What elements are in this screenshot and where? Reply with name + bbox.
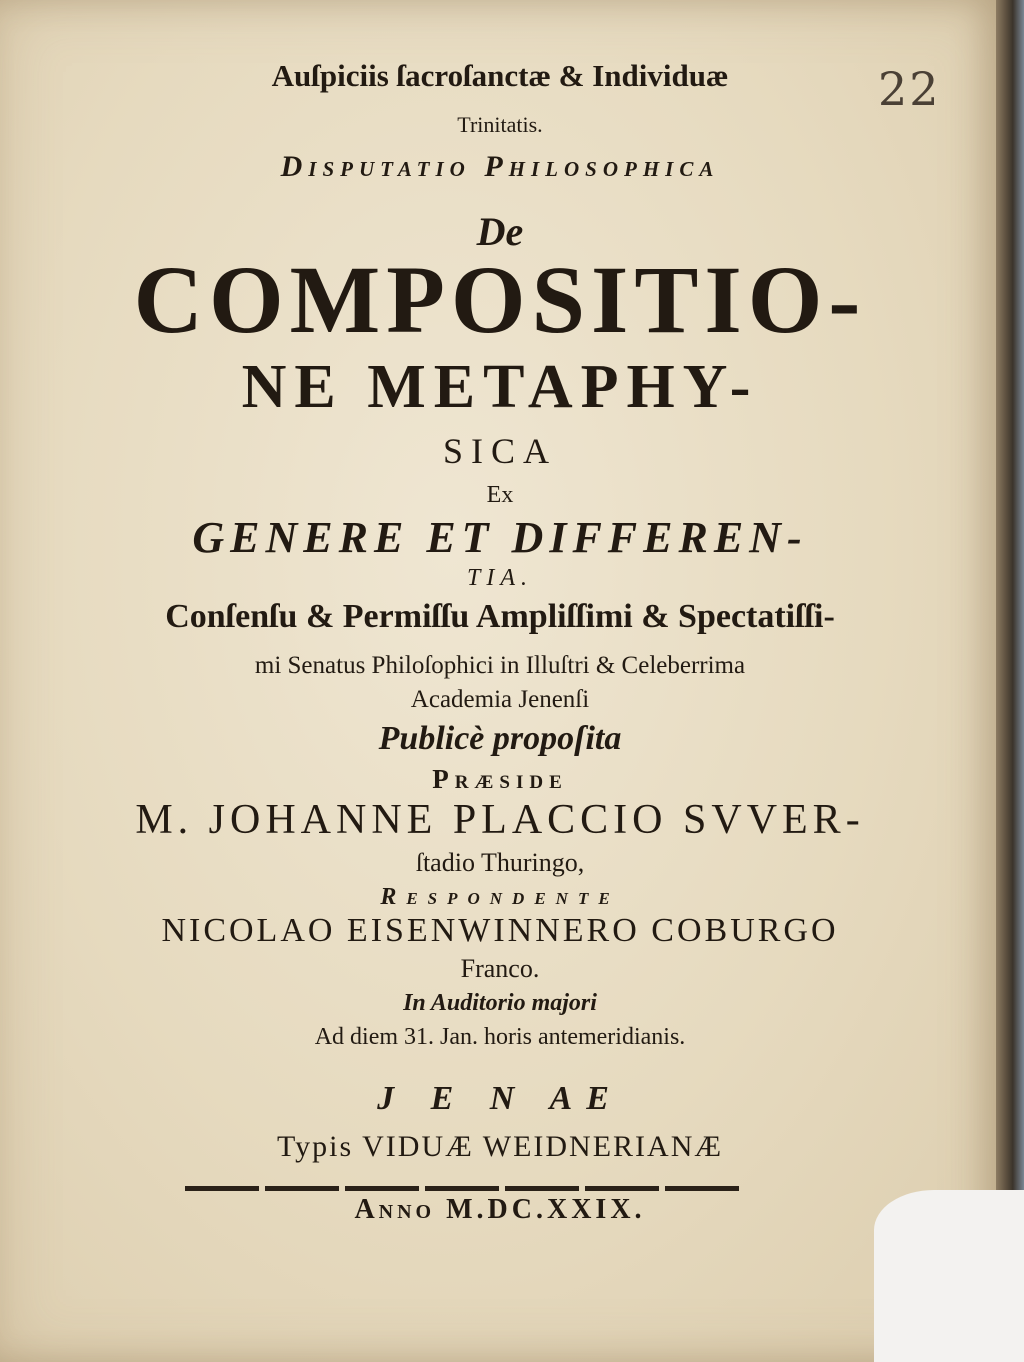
auditorio-line: In Auditorio majori (403, 990, 597, 1016)
imprint-city: J E N AE (377, 1080, 623, 1117)
consent-line-1: Conſenſu & Permiſſu Ampliſſimi & Spectatiſſi- (165, 598, 835, 635)
imprint-year: Anno M.DC.XXIX. (354, 1194, 646, 1225)
title-line-3: SICA (442, 431, 558, 471)
subtitle-line-1: GENERE ET DIFFEREN- (192, 513, 808, 562)
title-line-1: COMPOSITIO- (133, 246, 867, 353)
respondent-line-1: NICOLAO EISENWINNERO COBURGO (161, 912, 839, 949)
title-line-2: NE METAPHY- (241, 353, 759, 421)
publice-proposita: Publicè propoſita (378, 720, 622, 757)
invocation-line-2: Trinitatis. (457, 112, 543, 137)
imprint-rule (185, 1186, 745, 1191)
respondente-label: Respondente (380, 884, 620, 910)
consent-line-3: Academia Jenenſi (410, 686, 590, 713)
de-word: De (476, 209, 524, 254)
consent-line-2: mi Senatus Philoſophici in Illuſtri & Celeberrima (254, 652, 746, 679)
subtitle-line-2: TIA. (467, 565, 533, 591)
date-line: Ad diem 31. Jan. horis antemeridianis. (314, 1024, 686, 1050)
respondent-line-2: Franco. (460, 954, 540, 983)
handwritten-page-number: 22 (878, 62, 941, 116)
genre-heading: Disputatio Philosophica (280, 150, 720, 183)
president-line-2: ſtadio Thuringo, (415, 848, 585, 877)
page-edge-shadow (996, 0, 1024, 1362)
ex-word: Ex (486, 482, 514, 508)
imprint-printer: Typis VIDUÆ WEIDNERIANÆ (276, 1130, 724, 1163)
praeside-label: Præside (432, 764, 568, 794)
president-line-1: M. JOHANNE PLACCIO SVVER- (135, 797, 865, 843)
torn-corner (874, 1190, 1024, 1362)
invocation-line-1: Auſpiciis ſacroſanctæ & Individuæ (271, 58, 729, 93)
